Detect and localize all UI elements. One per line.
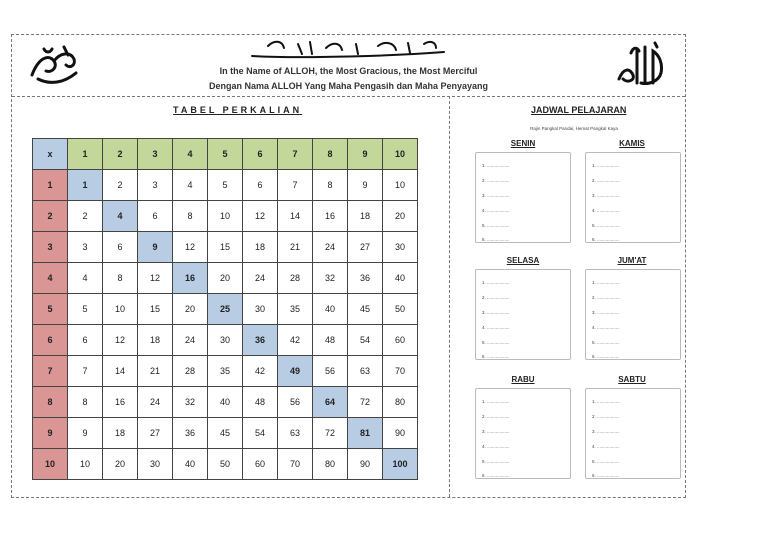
row-header-cell: 1 <box>33 170 68 201</box>
day-label-kamis: KAMIS <box>619 139 645 148</box>
product-cell: 40 <box>383 263 418 294</box>
day-line: 2. .................. <box>482 178 510 183</box>
product-cell: 8 <box>313 170 348 201</box>
product-cell: 56 <box>313 356 348 387</box>
product-cell: 9 <box>68 418 103 449</box>
product-cell: 36 <box>173 418 208 449</box>
day-line: 1. .................. <box>592 280 620 285</box>
product-cell: 12 <box>138 263 173 294</box>
day-line: 3. .................. <box>592 193 620 198</box>
square-product-cell: 25 <box>208 294 243 325</box>
product-cell: 40 <box>313 294 348 325</box>
schedule-title: JADWAL PELAJARAN <box>531 105 627 115</box>
day-box-senin <box>475 152 571 243</box>
product-cell: 35 <box>278 294 313 325</box>
day-line: 3. .................. <box>482 429 510 434</box>
product-cell: 54 <box>348 325 383 356</box>
day-line: 6. .................. <box>592 237 620 242</box>
day-line: 6. .................. <box>482 473 510 478</box>
product-cell: 3 <box>138 170 173 201</box>
product-cell: 90 <box>348 449 383 480</box>
table-row <box>33 418 418 449</box>
product-cell: 45 <box>208 418 243 449</box>
day-line: 4. .................. <box>482 444 510 449</box>
product-cell: 6 <box>68 325 103 356</box>
product-cell: 9 <box>348 170 383 201</box>
day-line: 3. .................. <box>482 193 510 198</box>
day-line: 4. .................. <box>592 444 620 449</box>
product-cell: 16 <box>103 387 138 418</box>
product-cell: 16 <box>313 201 348 232</box>
day-line: 2. .................. <box>592 178 620 183</box>
day-line: 1. .................. <box>592 163 620 168</box>
day-line: 5. .................. <box>482 223 510 228</box>
table-corner-cell: x <box>33 139 68 170</box>
row-header-cell: 4 <box>33 263 68 294</box>
day-line: 6. .................. <box>482 237 510 242</box>
product-cell: 27 <box>138 418 173 449</box>
product-cell: 50 <box>383 294 418 325</box>
product-cell: 18 <box>243 232 278 263</box>
row-header-cell: 8 <box>33 387 68 418</box>
day-line: 5. .................. <box>592 340 620 345</box>
day-label-selasa: SELASA <box>506 256 540 265</box>
table-header-row <box>33 139 418 170</box>
product-cell: 80 <box>313 449 348 480</box>
square-product-cell: 16 <box>173 263 208 294</box>
product-cell: 7 <box>68 356 103 387</box>
header-indonesian-text: Dengan Nama ALLOH Yang Maha Pengasih dan Maha Penyayang <box>208 81 489 91</box>
square-product-cell: 64 <box>313 387 348 418</box>
product-cell: 20 <box>383 201 418 232</box>
product-cell: 10 <box>208 201 243 232</box>
column-header-cell: 9 <box>348 139 383 170</box>
product-cell: 32 <box>313 263 348 294</box>
product-cell: 45 <box>348 294 383 325</box>
product-cell: 72 <box>348 387 383 418</box>
column-header-cell: 2 <box>103 139 138 170</box>
square-product-cell: 9 <box>138 232 173 263</box>
day-line: 2. .................. <box>592 414 620 419</box>
product-cell: 20 <box>103 449 138 480</box>
product-cell: 30 <box>138 449 173 480</box>
multiplication-table-title: TABEL PERKALIAN <box>173 105 303 115</box>
square-product-cell: 81 <box>348 418 383 449</box>
day-label-sabtu: SABTU <box>618 375 646 384</box>
header <box>12 35 685 97</box>
product-cell: 42 <box>243 356 278 387</box>
day-line: 2. .................. <box>482 295 510 300</box>
row-header-cell: 5 <box>33 294 68 325</box>
product-cell: 40 <box>173 449 208 480</box>
table-row <box>33 325 418 356</box>
day-label-jumat: JUM'AT <box>617 256 647 265</box>
product-cell: 42 <box>278 325 313 356</box>
product-cell: 48 <box>243 387 278 418</box>
product-cell: 7 <box>278 170 313 201</box>
product-cell: 24 <box>138 387 173 418</box>
column-header-cell: 6 <box>243 139 278 170</box>
day-line: 2. .................. <box>592 295 620 300</box>
table-row <box>33 356 418 387</box>
table-row <box>33 232 418 263</box>
product-cell: 56 <box>278 387 313 418</box>
day-line: 1. .................. <box>592 399 620 404</box>
row-header-cell: 10 <box>33 449 68 480</box>
table-row <box>33 263 418 294</box>
product-cell: 18 <box>103 418 138 449</box>
table-row <box>33 449 418 480</box>
product-cell: 2 <box>103 170 138 201</box>
column-header-cell: 8 <box>313 139 348 170</box>
bismillah-calligraphy-icon <box>248 38 448 62</box>
day-line: 6. .................. <box>482 354 510 359</box>
product-cell: 21 <box>278 232 313 263</box>
day-line: 3. .................. <box>592 429 620 434</box>
day-line: 4. .................. <box>592 208 620 213</box>
product-cell: 24 <box>313 232 348 263</box>
column-header-cell: 7 <box>278 139 313 170</box>
day-box-jumat <box>585 269 681 360</box>
table-row <box>33 201 418 232</box>
product-cell: 30 <box>383 232 418 263</box>
schedule-subtitle: Rajin Pangkal Pandai, Hemat Pangkal Kaya <box>530 126 618 131</box>
product-cell: 32 <box>173 387 208 418</box>
product-cell: 10 <box>103 294 138 325</box>
product-cell: 90 <box>383 418 418 449</box>
product-cell: 4 <box>68 263 103 294</box>
product-cell: 3 <box>68 232 103 263</box>
product-cell: 30 <box>208 325 243 356</box>
product-cell: 20 <box>173 294 208 325</box>
day-line: 4. .................. <box>592 325 620 330</box>
product-cell: 8 <box>68 387 103 418</box>
day-line: 1. .................. <box>482 280 510 285</box>
worksheet <box>11 34 686 498</box>
day-line: 4. .................. <box>482 325 510 330</box>
product-cell: 63 <box>348 356 383 387</box>
product-cell: 10 <box>68 449 103 480</box>
product-cell: 4 <box>173 170 208 201</box>
product-cell: 6 <box>243 170 278 201</box>
day-line: 5. .................. <box>592 459 620 464</box>
section-divider <box>449 96 450 497</box>
day-line: 1. .................. <box>482 163 510 168</box>
product-cell: 40 <box>208 387 243 418</box>
column-header-cell: 4 <box>173 139 208 170</box>
product-cell: 60 <box>243 449 278 480</box>
day-box-sabtu <box>585 388 681 479</box>
day-label-senin: SENIN <box>510 139 536 148</box>
product-cell: 15 <box>208 232 243 263</box>
header-english-text: In the Name of ALLOH, the Most Gracious, the Most Merciful <box>219 66 478 76</box>
product-cell: 60 <box>383 325 418 356</box>
day-line: 2. .................. <box>482 414 510 419</box>
product-cell: 14 <box>278 201 313 232</box>
day-line: 3. .................. <box>592 310 620 315</box>
product-cell: 6 <box>103 232 138 263</box>
product-cell: 48 <box>313 325 348 356</box>
product-cell: 24 <box>173 325 208 356</box>
row-header-cell: 6 <box>33 325 68 356</box>
product-cell: 12 <box>243 201 278 232</box>
product-cell: 12 <box>173 232 208 263</box>
square-product-cell: 1 <box>68 170 103 201</box>
multiplication-table <box>32 138 418 480</box>
square-product-cell: 49 <box>278 356 313 387</box>
row-header-cell: 9 <box>33 418 68 449</box>
day-box-rabu <box>475 388 571 479</box>
product-cell: 8 <box>103 263 138 294</box>
product-cell: 30 <box>243 294 278 325</box>
product-cell: 15 <box>138 294 173 325</box>
product-cell: 70 <box>278 449 313 480</box>
product-cell: 35 <box>208 356 243 387</box>
product-cell: 10 <box>383 170 418 201</box>
product-cell: 21 <box>138 356 173 387</box>
column-header-cell: 1 <box>68 139 103 170</box>
day-label-rabu: RABU <box>511 375 535 384</box>
table-row <box>33 387 418 418</box>
product-cell: 5 <box>68 294 103 325</box>
product-cell: 14 <box>103 356 138 387</box>
product-cell: 12 <box>103 325 138 356</box>
product-cell: 8 <box>173 201 208 232</box>
table-row <box>33 170 418 201</box>
day-line: 6. .................. <box>592 354 620 359</box>
column-header-cell: 3 <box>138 139 173 170</box>
product-cell: 50 <box>208 449 243 480</box>
product-cell: 36 <box>348 263 383 294</box>
product-cell: 5 <box>208 170 243 201</box>
product-cell: 28 <box>278 263 313 294</box>
column-header-cell: 5 <box>208 139 243 170</box>
product-cell: 18 <box>138 325 173 356</box>
product-cell: 6 <box>138 201 173 232</box>
row-header-cell: 7 <box>33 356 68 387</box>
row-header-cell: 3 <box>33 232 68 263</box>
day-line: 4. .................. <box>482 208 510 213</box>
product-cell: 20 <box>208 263 243 294</box>
product-cell: 54 <box>243 418 278 449</box>
product-cell: 27 <box>348 232 383 263</box>
column-header-cell: 10 <box>383 139 418 170</box>
product-cell: 63 <box>278 418 313 449</box>
square-product-cell: 100 <box>383 449 418 480</box>
day-line: 6. .................. <box>592 473 620 478</box>
day-box-kamis <box>585 152 681 243</box>
product-cell: 18 <box>348 201 383 232</box>
product-cell: 70 <box>383 356 418 387</box>
day-line: 5. .................. <box>592 223 620 228</box>
product-cell: 80 <box>383 387 418 418</box>
product-cell: 28 <box>173 356 208 387</box>
product-cell: 24 <box>243 263 278 294</box>
day-line: 1. .................. <box>482 399 510 404</box>
square-product-cell: 36 <box>243 325 278 356</box>
row-header-cell: 2 <box>33 201 68 232</box>
day-line: 5. .................. <box>482 340 510 345</box>
day-line: 3. .................. <box>482 310 510 315</box>
product-cell: 2 <box>68 201 103 232</box>
square-product-cell: 4 <box>103 201 138 232</box>
day-line: 5. .................. <box>482 459 510 464</box>
day-box-selasa <box>475 269 571 360</box>
product-cell: 72 <box>313 418 348 449</box>
table-row <box>33 294 418 325</box>
